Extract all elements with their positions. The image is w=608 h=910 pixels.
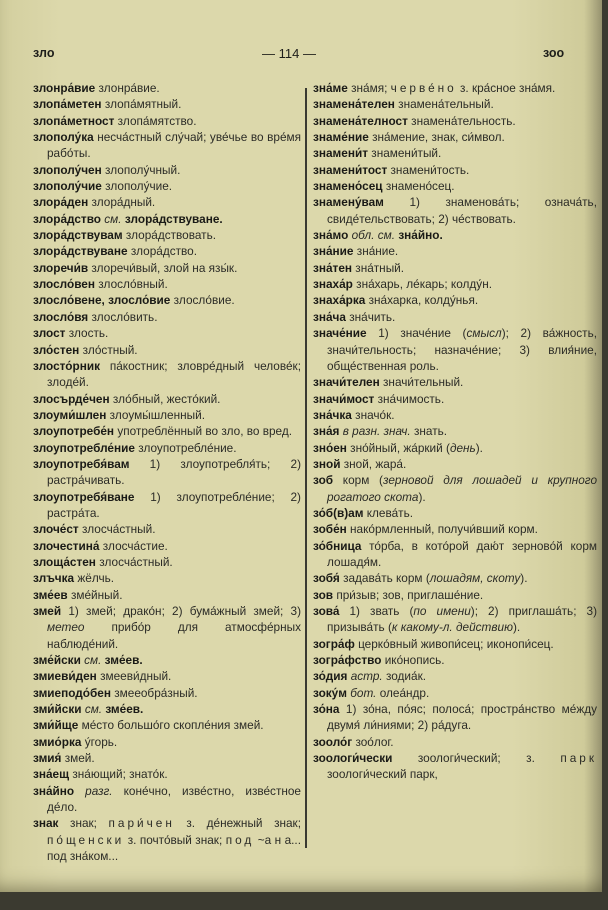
definition-text: зна́тный. — [355, 260, 405, 275]
definition-text: злора́дство. — [130, 244, 197, 259]
headword: зо́на — [313, 702, 340, 717]
dictionary-entry — [313, 652, 597, 668]
usage-label: см. — [84, 702, 103, 717]
dictionary-entry — [33, 652, 301, 668]
definition-text: знак; — [70, 816, 109, 831]
headword: знамено́сец — [313, 179, 383, 194]
dictionary-entry — [313, 407, 597, 423]
headword: зме́йски — [33, 653, 81, 668]
headword: знак — [33, 816, 59, 831]
headword: злора́дство — [33, 211, 101, 226]
headword: зна́ние — [313, 244, 354, 259]
definition-text: змееви́дный. — [100, 669, 172, 684]
dictionary-entry — [33, 276, 301, 292]
headword: зогра́ф — [313, 636, 355, 651]
definition-text: змей. — [64, 751, 95, 766]
definition-text: зло́бный, жесто́кий. — [112, 391, 221, 406]
definition-text: злосча́стный. — [82, 522, 156, 537]
dictionary-entry — [313, 292, 597, 308]
definition-text: ); 2) ва́жность, значи́тельность; назначе́ние; 3) влия́ние, обще́ственная роль. — [327, 326, 598, 373]
definition-text: прибо́р для атмосфе́рных наблюде́ний. — [47, 620, 301, 651]
headword: змия́ — [33, 751, 62, 766]
phrase-example: парк — [560, 751, 598, 766]
usage-label: см. — [104, 211, 122, 226]
dictionary-entry — [313, 734, 597, 750]
usage-label: обл. см. — [351, 228, 396, 243]
right-column — [313, 80, 597, 783]
headword: зогра́фство — [313, 653, 382, 668]
definition-text: у́горь. — [84, 734, 118, 749]
cross-reference: злора́дствуване. — [124, 211, 223, 226]
headword: злора́ден — [33, 195, 89, 210]
headword: злоща́стен — [33, 554, 96, 569]
dictionary-entry — [313, 227, 597, 243]
headword: злоуми́шлен — [33, 407, 107, 422]
definition-text: нако́рмленный, получи́вший корм. — [350, 522, 538, 537]
dictionary-entry — [33, 325, 301, 341]
dictionary-entry — [313, 113, 597, 129]
dictionary-entry — [313, 587, 597, 603]
definition-text: клева́ть. — [366, 505, 414, 520]
dictionary-entry — [33, 734, 301, 750]
headword: зми́йски — [33, 702, 82, 717]
definition-text: зодиа́к. — [382, 669, 427, 684]
definition-text: 1) злоупотребля́ть; 2) растра́чивать. — [47, 456, 301, 488]
headword: злора́дствувам — [33, 228, 123, 243]
dictionary-entry — [313, 668, 597, 684]
definition-text: значи́тельный. — [383, 375, 464, 390]
dictionary-entry — [33, 342, 301, 358]
headword: знамена́телност — [313, 113, 408, 128]
headword: злъчка — [33, 571, 75, 586]
definition-text: ~а н а... под зна́ком... — [47, 832, 301, 864]
definition-text: зоо́лог. — [355, 734, 394, 749]
headword: злосърде́чен — [33, 391, 110, 406]
cross-reference: зна́йно. — [398, 228, 443, 243]
usage-label: в разн. знач. — [342, 424, 411, 439]
headword: злост — [33, 326, 66, 341]
headword: зми́йще — [33, 718, 79, 733]
dictionary-entry — [313, 423, 597, 439]
dictionary-entry — [33, 129, 301, 162]
headword: знаме́ние — [313, 130, 369, 145]
page-number: — 114 — — [262, 46, 316, 61]
headword: знамена́телен — [313, 97, 395, 112]
definition-text: знамена́тельный. — [398, 97, 494, 112]
headword: зна́чка — [313, 407, 352, 422]
headword: зоологи́чески — [313, 751, 393, 766]
definition-text: зна́мение, знак, си́мвол. — [372, 130, 505, 145]
headword: змио́рка — [33, 734, 82, 749]
dictionary-entry — [313, 636, 597, 652]
definition-text: олеа́ндр. — [376, 685, 430, 700]
headword: значи́телен — [313, 375, 380, 390]
dictionary-entry — [33, 243, 301, 259]
definition-text: зной, жара́. — [343, 456, 407, 471]
headword: зна́йно — [33, 783, 75, 798]
definition-text: ме́сто большо́го скопле́ния змей. — [81, 718, 264, 733]
usage-label: смысл — [466, 326, 502, 341]
dictionary-entry — [33, 521, 301, 537]
dictionary-entry — [313, 472, 597, 505]
dictionary-entry — [313, 440, 597, 456]
definition-text: церко́вный живопи́сец; иконопи́сец. — [358, 636, 554, 651]
definition-text: ико́нопись. — [384, 653, 445, 668]
headword: злоречи́в — [33, 260, 89, 275]
dictionary-entry — [33, 603, 301, 652]
headword: злопа́метност — [33, 113, 115, 128]
dictionary-entry — [33, 113, 301, 129]
dictionary-entry — [33, 538, 301, 554]
dictionary-entry — [33, 750, 301, 766]
definition-text: ). — [418, 489, 426, 504]
definition-text: несча́стный слу́чай; уве́чье во вре́мя рабо́ты. — [47, 130, 302, 161]
definition-text: злосло́вить. — [91, 309, 158, 324]
dictionary-entry — [33, 587, 301, 603]
definition-text: 1) звать ( — [349, 604, 414, 618]
phrase-example: под — [225, 832, 255, 847]
dictionary-entry — [33, 815, 301, 864]
definition-text: 1) змей; драко́н; 2) бума́жный змей; 3) — [68, 604, 302, 618]
definition-text: ). — [520, 571, 528, 586]
dictionary-entry — [313, 276, 597, 292]
headword: зна́я — [313, 424, 340, 439]
headword: зов — [313, 587, 334, 602]
headword: значи́мост — [313, 391, 375, 406]
cross-reference: зме́ев. — [104, 653, 143, 668]
definition-text: жёлчь. — [77, 571, 115, 586]
dictionary-entry — [33, 440, 301, 456]
dictionary-entry — [313, 456, 597, 472]
definition-text: знамени́тый. — [371, 146, 442, 161]
headword: злополу́чен — [33, 162, 102, 177]
dictionary-entry — [313, 685, 597, 701]
headword: злонра́вие — [33, 81, 96, 95]
dictionary-entry — [33, 554, 301, 570]
cross-reference: зме́ев. — [105, 702, 144, 717]
headword: знамени́т — [313, 146, 368, 161]
definition-text: з. кра́сное зна́мя. — [456, 81, 556, 95]
definition-text: злосча́стный. — [99, 554, 173, 569]
definition-text: значо́к. — [355, 407, 395, 422]
headword: змиеподо́бен — [33, 685, 111, 700]
definition-text: зна́харь, ле́карь; колду́н. — [356, 277, 492, 292]
headword: злополу́чие — [33, 179, 102, 194]
dictionary-entry — [33, 96, 301, 112]
dictionary-entry — [313, 260, 597, 276]
definition-text: знать. — [410, 424, 448, 439]
definition-text: зна́ние. — [356, 244, 399, 259]
headword: злосло́вя — [33, 309, 89, 324]
definition-text: злора́дный. — [91, 195, 156, 210]
definition-text: зна́мя; — [351, 81, 391, 95]
phrase-example: черве́но — [390, 81, 457, 95]
dictionary-entry — [33, 211, 301, 227]
dictionary-entry — [33, 407, 301, 423]
definition-text: злоумы́шленный. — [109, 407, 205, 422]
dictionary-entry — [33, 717, 301, 733]
usage-label: лошадям, скоту — [429, 571, 521, 586]
definition-text: злосча́стие. — [102, 538, 168, 553]
definition-text: 1) злоупотребле́ние; 2) растра́та. — [47, 489, 301, 520]
headword: зооло́г — [313, 734, 353, 749]
headword: зо́б(в)ам — [313, 505, 364, 520]
headword: злополу́ка — [33, 130, 94, 145]
headword: значе́ние — [313, 326, 367, 341]
headword: злоче́ст — [33, 522, 79, 537]
headword: зна́ме — [313, 81, 348, 95]
headword: злосло́вен — [33, 277, 95, 292]
definition-text: ). — [475, 440, 483, 455]
definition-text: 1) знаменова́ть; означа́ть, свиде́тельствовать; 2) че́ствовать. — [327, 195, 597, 226]
dictionary-entry — [33, 358, 301, 391]
column-divider — [305, 88, 307, 848]
dictionary-entry — [33, 489, 301, 522]
definition-text: злосло́вие. — [173, 293, 235, 308]
definition-text: ). — [512, 620, 521, 635]
definition-text: злопа́мятный. — [104, 97, 182, 112]
dictionary-entry — [33, 456, 301, 489]
headword: зме́ев — [33, 587, 68, 602]
usage-label: к какому-л. действию — [391, 620, 513, 635]
headword: знаха́рка — [313, 293, 366, 308]
dictionary-entry — [313, 603, 597, 636]
headword: зо́бница — [313, 538, 362, 553]
dictionary-entry — [33, 766, 301, 782]
dictionary-entry — [313, 309, 597, 325]
dictionary-entry — [313, 538, 597, 571]
usage-label: метео — [47, 620, 85, 635]
dictionary-entry — [313, 374, 597, 390]
headword: зной — [313, 456, 341, 471]
definition-text: при́зыв; зов, приглаше́ние. — [336, 587, 484, 602]
dictionary-entry — [33, 292, 301, 308]
definition-text: задава́ть корм ( — [343, 571, 430, 586]
usage-label: астр. — [350, 669, 383, 684]
definition-text: з. де́нежный знак; — [174, 816, 301, 831]
definition-text: зна́харка, колду́нья. — [368, 293, 479, 308]
definition-text: знамено́сец. — [385, 179, 455, 194]
left-guide-word: зло — [33, 46, 55, 60]
definition-text: зме́йный. — [70, 587, 123, 602]
definition-text: зно́йный, жа́ркий ( — [350, 440, 450, 455]
definition-text: корм ( — [342, 473, 383, 488]
headword: зна́мо — [313, 228, 349, 243]
definition-text: коне́чно, изве́стно, изве́стное де́ло. — [47, 783, 301, 815]
dictionary-entry — [33, 570, 301, 586]
definition-text: зоологи́ческий парк, — [327, 767, 438, 782]
dictionary-entry — [313, 178, 597, 194]
definition-text: употреблённый во зло, во вред. — [117, 424, 293, 439]
dictionary-entry — [33, 701, 301, 717]
headword: зобя́ — [313, 571, 340, 586]
dictionary-entry — [313, 129, 597, 145]
definition-text: злополу́чие. — [105, 179, 173, 194]
headword: зна́ча — [313, 309, 346, 324]
dictionary-entry — [33, 685, 301, 701]
headword: зно́ен — [313, 440, 347, 455]
left-column — [33, 80, 301, 865]
headword: знамени́тост — [313, 162, 388, 177]
definition-text: то́рба, в кото́рой даю́т зерново́й корм лошадя́м. — [327, 538, 597, 569]
headword: злосто́рник — [33, 358, 100, 373]
dictionary-entry — [313, 750, 597, 783]
headword: зова́ — [313, 604, 340, 618]
definition-text: злора́дствовать. — [125, 228, 217, 243]
definition-text: злость. — [68, 326, 109, 341]
definition-text: зоологи́ческий; з. — [417, 751, 561, 766]
dictionary-entry — [33, 80, 301, 96]
definition-text: зна́чимость. — [377, 391, 445, 406]
headword: злора́дствуване — [33, 244, 128, 259]
headword: змей — [33, 604, 62, 618]
definition-text: 1) значе́ние ( — [378, 326, 467, 341]
right-guide-word: зоо — [543, 46, 565, 60]
dictionary-entry — [313, 325, 597, 374]
dictionary-entry — [33, 391, 301, 407]
headword: зна́тен — [313, 260, 353, 275]
dictionary-entry — [313, 243, 597, 259]
definition-text: зна́чить. — [349, 309, 396, 324]
headword: змиеви́ден — [33, 669, 97, 684]
definition-text: знамени́тость. — [390, 162, 470, 177]
usage-label: см. — [84, 653, 102, 668]
dictionary-entry — [313, 570, 597, 586]
dictionary-entry — [313, 194, 597, 227]
definition-text: зло́стный. — [82, 342, 138, 357]
phrase-example: по́щенски — [47, 832, 125, 847]
definition-text: ); 2) приглаша́ть; 3) призыва́ть ( — [327, 604, 598, 635]
dictionary-entry — [33, 162, 301, 178]
headword: зна́ещ — [33, 767, 70, 782]
headword: знаха́р — [313, 277, 353, 292]
headword: злоупотребя́ване — [33, 489, 135, 504]
dictionary-entry — [313, 145, 597, 161]
definition-text: злопа́мятство. — [117, 113, 197, 128]
definition-text: злополу́чный. — [105, 162, 181, 177]
definition-text: знамена́тельность. — [411, 113, 516, 128]
dictionary-entry — [33, 423, 301, 439]
definition-text: 1) зо́на, по́яс; полоса́; простра́нство ме́жду двумя́ ли́ниями; 2) ра́дуга. — [327, 702, 598, 733]
dictionary-entry — [33, 227, 301, 243]
headword: злоупотребе́н — [33, 424, 115, 439]
dictionary-entry — [33, 668, 301, 684]
headword: зоб — [313, 473, 334, 488]
dictionary-entry — [313, 391, 597, 407]
headword: злоупотребле́ние — [33, 440, 135, 455]
phrase-example: пари́чен — [108, 816, 175, 831]
headword: злопа́метен — [33, 97, 102, 112]
headword: зоку́м — [313, 685, 347, 700]
definition-text: злосло́вный. — [98, 277, 168, 292]
usage-label: день — [449, 440, 476, 455]
dictionary-entry — [33, 309, 301, 325]
usage-label: бот. — [350, 685, 377, 700]
definition-text: злонра́вие. — [98, 81, 160, 95]
dictionary-entry — [313, 162, 597, 178]
headword: зо́дия — [313, 669, 348, 684]
dictionary-entry — [33, 260, 301, 276]
definition-text: змееобра́зный. — [114, 685, 198, 700]
definition-text: злоречи́вый, злой на язы́к. — [91, 260, 238, 275]
headword: злосло́вене, злосло́вие — [33, 293, 171, 308]
dictionary-entry — [313, 505, 597, 521]
dictionary-entry — [313, 96, 597, 112]
dictionary-entry — [33, 783, 301, 816]
definition-text: па́костник; зловре́дный челове́к; злоде́й. — [47, 358, 301, 390]
dictionary-entry — [33, 194, 301, 210]
definition-text: злоупотребле́ние. — [138, 440, 237, 455]
headword: зло́стен — [33, 342, 80, 357]
headword: злоупотребя́вам — [33, 456, 130, 471]
headword: злочестина́ — [33, 538, 100, 553]
definition-text: зна́ющий; знато́к. — [72, 767, 168, 782]
headword: знамену́вам — [313, 195, 384, 210]
dictionary-entry — [313, 80, 597, 96]
usage-label: по имени — [413, 604, 471, 618]
usage-label: разг. — [85, 783, 113, 798]
headword: зобе́н — [313, 522, 347, 537]
dictionary-entry — [313, 521, 597, 537]
definition-text: з. почто́вый знак; — [124, 832, 226, 847]
dictionary-entry — [33, 178, 301, 194]
dictionary-entry — [313, 701, 597, 734]
usage-label: зерновой для лошадей и крупного рогатого скота — [327, 473, 598, 504]
